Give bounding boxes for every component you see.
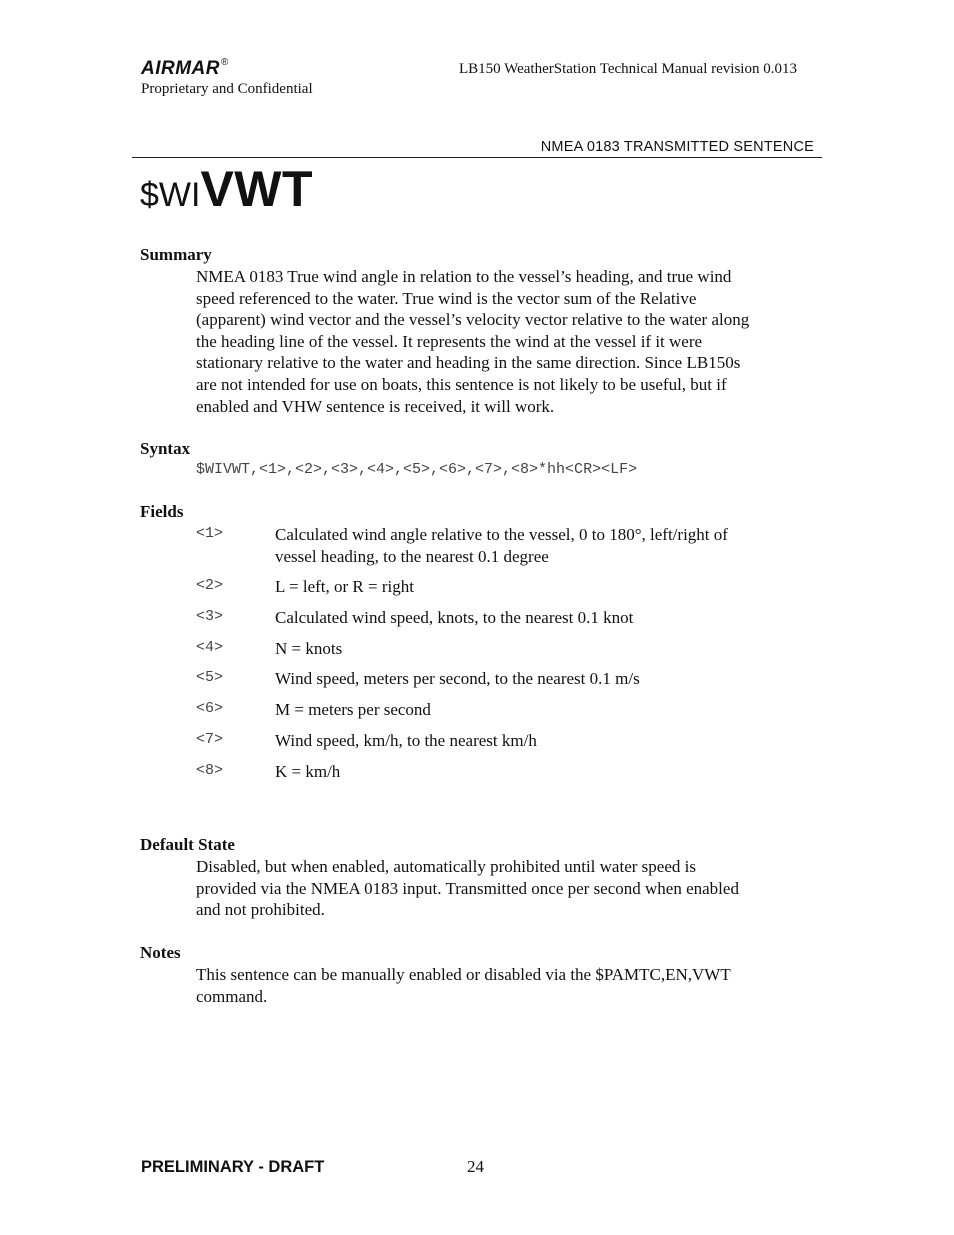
- field-description: [275, 524, 805, 567]
- registered-mark: ®: [221, 57, 229, 68]
- field-description: [275, 761, 805, 783]
- sentence-prefix: $WI: [140, 176, 201, 214]
- summary-line: stationary relative to the water and heading in the same direction. Since LB150s: [196, 353, 741, 373]
- field-code: <3>: [196, 608, 224, 625]
- field-description: [275, 668, 805, 690]
- section-label: NMEA 0183 TRANSMITTED SENTENCE: [540, 139, 814, 155]
- field-description: [275, 730, 805, 752]
- field-line: Wind speed, meters per second, to the nearest 0.1 m/s: [275, 669, 640, 688]
- field-line: N = knots: [275, 639, 343, 658]
- default-state-line: Disabled, but when enabled, automatically prohibited until water speed is: [196, 857, 696, 876]
- logo-text: AIRMAR: [141, 58, 220, 79]
- syntax-heading: Syntax: [140, 439, 191, 458]
- default-state-heading: Default State: [140, 835, 235, 854]
- field-code: <1>: [196, 525, 224, 542]
- field-code: <2>: [196, 577, 224, 594]
- field-code: <7>: [196, 731, 224, 748]
- summary-line: enabled and VHW sentence is received, it will work.: [196, 396, 555, 416]
- field-description: [275, 638, 805, 660]
- manual-title: LB150 WeatherStation Technical Manual revision 0.013: [459, 61, 797, 77]
- field-description: [275, 699, 805, 721]
- field-line: Wind speed, km/h, to the nearest km/h: [275, 731, 537, 750]
- notes-line: This sentence can be manually enabled or disabled via the $PAMTC,EN,VWT: [196, 965, 731, 984]
- notes-text: [196, 964, 816, 1007]
- default-state-text: [196, 856, 816, 921]
- default-state-line: provided via the NMEA 0183 input. Transmitted once per second when enabled: [196, 878, 739, 898]
- default-state-line: and not prohibited.: [196, 900, 325, 920]
- field-line: L = left, or R = right: [275, 577, 414, 596]
- notes-line: command.: [196, 986, 268, 1006]
- field-code: <5>: [196, 669, 224, 686]
- field-line: vessel heading, to the nearest 0.1 degree: [275, 546, 549, 566]
- summary-text: [196, 266, 816, 417]
- field-description: [275, 576, 805, 598]
- fields-heading: Fields: [140, 502, 184, 521]
- field-line: Calculated wind angle relative to the vessel, 0 to 180°, left/right of: [275, 525, 728, 544]
- page-number: 24: [467, 1157, 484, 1176]
- airmar-logo: [141, 57, 229, 80]
- field-code: <8>: [196, 762, 224, 779]
- field-code: <6>: [196, 700, 224, 717]
- summary-line: speed referenced to the water. True wind is the vector sum of the Relative: [196, 288, 697, 308]
- field-line: K = km/h: [275, 762, 341, 781]
- syntax-text: $WIVWT,<1>,<2>,<3>,<4>,<5>,<6>,<7>,<8>*hh<CR><LF>: [196, 461, 638, 478]
- summary-line: NMEA 0183 True wind angle in relation to the vessel’s heading, and true wind: [196, 267, 732, 286]
- field-description: [275, 607, 805, 629]
- summary-line: the heading line of the vessel. It represents the wind at the vessel if it were: [196, 331, 703, 351]
- field-line: M = meters per second: [275, 700, 431, 719]
- summary-heading: Summary: [140, 245, 212, 264]
- header-divider: [132, 157, 822, 158]
- summary-line: are not intended for use on boats, this sentence is not likely to be useful, but if: [196, 374, 727, 394]
- summary-line: (apparent) wind vector and the vessel’s velocity vector relative to the water along: [196, 310, 750, 330]
- sentence-name: VWT: [200, 161, 314, 217]
- field-code: <4>: [196, 639, 224, 656]
- draft-label: PRELIMINARY - DRAFT: [141, 1158, 325, 1176]
- sentence-title: [140, 160, 313, 218]
- confidentiality-notice: Proprietary and Confidential: [141, 81, 313, 97]
- notes-heading: Notes: [140, 943, 181, 962]
- field-line: Calculated wind speed, knots, to the nearest 0.1 knot: [275, 608, 634, 627]
